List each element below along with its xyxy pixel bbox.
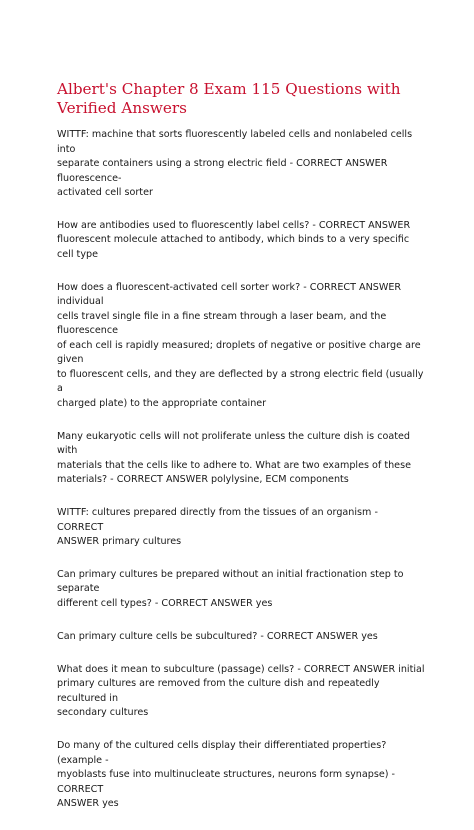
question-item: How are antibodies used to fluorescently label cells? - CORRECT ANSWER fluorescent molecule attached to antibody, which binds to a very specific cell type [57,219,411,260]
question-item: WITTF: cultures prepared directly from the tissues of an organism - CORRECT ANSWER primary cultures [57,507,378,548]
question-item: Many eukaryotic cells will not proliferate unless the culture dish is coated with materials that the cells like to adhere to. What are two examples of these materials? - CORRECT ANSWER polylysine, ECM components [57,430,411,486]
question-item: Can primary culture cells be subcultured? - CORRECT ANSWER yes [57,630,378,642]
question-item: Do many of the cultured cells display their differentiated properties? (example - myoblasts fuse into multinucleate structures, neurons form synapse) - CORRECT ANSWER yes [57,740,396,810]
document-title: Albert's Chapter 8 Exam 115 Questions with Verified Answers [57,80,401,117]
question-item: Can primary cultures be prepared without an initial fractionation step to separate different cell types? - CORRECT ANSWER yes [57,568,404,609]
question-item: WITTF: machine that sorts fluorescently labeled cells and nonlabeled cells into separate containers using a strong electric field - CORRECT ANSWER fluorescence- activated cell sorter [57,129,413,198]
question-list [57,128,425,830]
question-item: How does a fluorescent-activated cell sorter work? - CORRECT ANSWER individual cells travel single file in a fine stream through a laser beam, and the fluorescence of each cell is rapidly measured; droplets of negative or positive charge are given to fluorescent cells, and they are deflected by a strong electric field (usually a charged plate) to the appropriate container [57,281,424,409]
question-item: What does it mean to subculture (passage) cells? - CORRECT ANSWER initial primary cultures are removed from the culture dish and repeatedly recultured in secondary cultures [57,663,425,719]
